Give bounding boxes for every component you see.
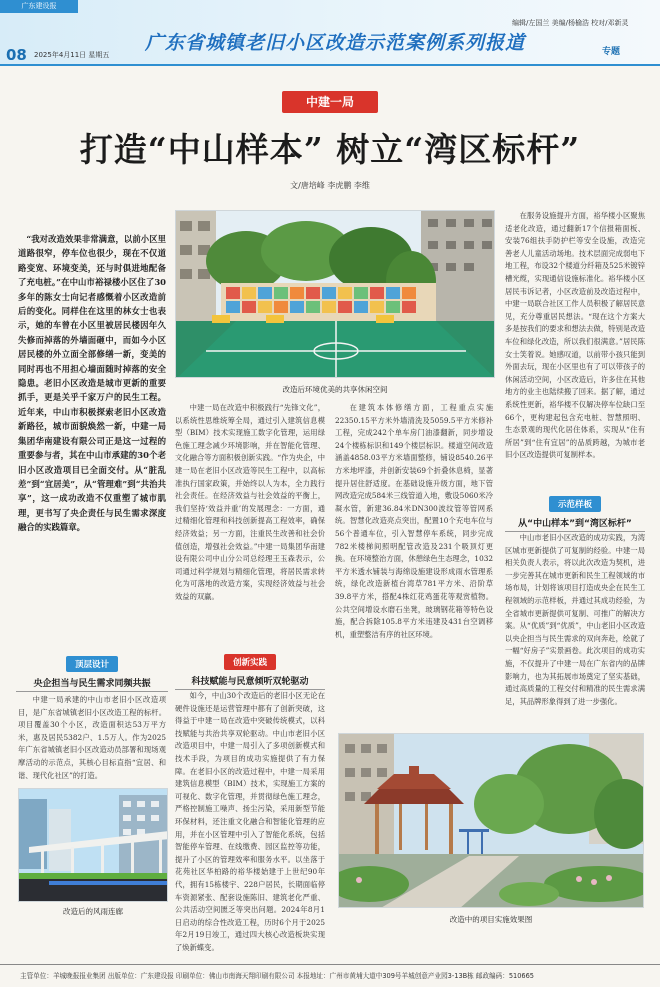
- section-title: 科技赋能与民意倾听双轮驱动: [175, 674, 325, 690]
- section-label: 专题: [602, 47, 621, 57]
- body-text-1: 中建一局承建的中山市老旧小区改造项目，是广东省城镇老旧小区改造工程的标杆。项目覆盖30个小区，改造面积达53万平方米，惠及居民5382户、1.5万人。作为2025年广东省城镇老旧小区改造动员部署和现场观摩活动的示范点，其核心目标直指“宜居、和谐、现代化社区”的打造。: [18, 695, 166, 780]
- body-text-4: 在建筑本体修缮方面，工程重点实施22350.15平方米外墙清洗及5059.5平方米修补工程，完成242个单车房门油漆翻新，同步增设24个楼栋标识和149个楼层标识。楼道空间改造涵盖4858.03平方米墙面整修，铺设8540.26平方米地坪漆，并创新安装69个折叠休息椅，显著提升居住舒适度。在基础设施升级方面，地下管网改造完成584米三线管道入地，敷设5060米冷凝水管，新建36.84米DN300波纹管等管网系统。智慧化改造亮点突出，配置10个充电车位与56个普通车位，引入智慧停车系统，同步完成782米楼梯间照明配管改造及231个吸顶灯更换。在环境整治方面，休憩绿色生态理念，1032平方米透水铺装与海绵设施建设形成雨水管理系统，绿化改造新植台湾草781平方米、沿阶草39.8平方米，搭配4株红花鸡蛋花等观赏植物。公共空间增设水磨石坐凳，玻璃钢花箱等特色设施，配合拆除105.8平方米违建及431台空调移机，重塑整洁有序的社区环境。: [335, 403, 493, 639]
- body-text-2: 中建一局在改造中积极践行“先锋文化”，以系统性思维统筹全局，通过引入建筑信息模型（BIM）技术实现施工数字化管理，运用绿色施工理念减少环境影响，并在智能化管理、文化融合等方面积极创新实践。“作为央企，中建一局在老旧小区改造等民生工程中，以高标准执行国家政策，并始终以人为本，全力践行社会责任。在经济效益与社会效益的平衡上，我们坚持‘效益并重’的发展理念：一方面，通过精细化管理和科技创新提高工程效率，确保经济效益；另一方面，注重民生改善和社会价值创造，增强社会效益。”中建一局集团华南建设有限公司中山分公司总经理王玉森表示，公司通过科学规划与精细化管理，将居民需求转化为可落地的改造方案，实现经济效益与社会效益的双赢。: [175, 403, 325, 601]
- page-title: 广东省城镇老旧小区改造示范案例系列报道: [145, 32, 526, 54]
- lead-paragraph: “我对改造效果非常满意，以前小区里道路很窄，停车位也很少，现在不仅道路变宽、环境变美，还与时俱进地配备了充电桩。”在中山市裕禄楼小区住了30多年的陈女士向记者感慨着小区改造前后的变化。同样住在这里的林女士也表示，她的车曾在小区里被居民楼因年久失修而掉落的外墙面砸中，而如今小区居民楼的外立面全部修缮一新，变美的同时再也不用担心墙面随时掉落的安全隐患。老旧小区改造是城市更新的重要抓手，更是关乎千家万户的民生工程。近年来，中山市积极探索老旧小区改造新路径，城市面貌焕然一新，中建一局集团华南建设有限公司正是这一过程的重要参与者，其在中山市承建的30个老旧小区改造项目已全面交付。从“脏乱差”到“宜居美”，从“管理难”到“共治共享”，这一成功改造不仅重塑了城市肌理，更书写了央企责任与民生需求深度融合的实践篇章。: [18, 234, 166, 533]
- org-badge: 中建一局: [282, 91, 378, 113]
- photo-caption-2: 改造后的风雨连廊: [63, 907, 123, 916]
- photo-caption-3: 改造中的项目实施效果图: [449, 915, 533, 924]
- section-tag: 顶层设计: [66, 656, 118, 672]
- corridor-photo: [18, 788, 168, 902]
- section-tag: 示范样板: [549, 496, 601, 512]
- page-number: 08: [6, 46, 27, 64]
- section-heading-1: [16, 652, 168, 692]
- page-footer: 主管单位：羊城晚报报业集团 出版单位：广东建设报 印刷单位：佛山市南海天翔印刷有限公司 本报地址：广州市黄埔大道中309号羊城创意产业园3-13B栋 邮政编码：510665: [0, 964, 660, 987]
- newspaper-tag: 广东建设报: [0, 0, 78, 13]
- header-divider: [0, 64, 660, 66]
- body-text-5: 在服务设施提升方面，裕华楼小区聚焦适老化改造，通过翻新17个信报箱面板、安装76组扶手防护栏等安全设施，改造完善老人儿童活动场地。技术层面完成弱电下地工程，布设32个楼道分纤箱及525米镀锌槽光缆，实现通信设施标准化。裕华楼小区居民韦诉记者，小区改造前及改造过程中，中建一局联合社区工作人员积极了解居民意见，充分尊重居民想法。“现在这个方案大多是按我们的要求和想法去做，特别是改造车位和绿化改造，所以我们很满意。”居民陈女士笑着说。她感叹道，以前带小孩只能到外面去玩，现在小区里也有了可以带孩子的休闲活动空间，小区改造后，许多住在其他地方的业主也陆续搬了回来。据了解，通过系统性更新，裕华楼不仅解决停车位缺口至66个，更构建起包含充电桩、智慧照明、生态景观的现代化居住体系，实现从“住有所居”到“住有宜居”的品质跨越，为城市老旧小区改造提供可复制样本。: [505, 211, 645, 460]
- body-text-6: 中山市老旧小区改造的成功实践，为湾区城市更新提供了可复制的经验。中建一局相关负责人表示，将以此次改造为契机，进一步完善其在城市更新和民生工程领域的市场布局，计划将该项目打造成央企在民生工程领域的示范样板，并通过其成功经验，为全省城市更新提供可复制、可推广的解决方案。从“优质”到“优质”，中山老旧小区改造以央企担当与民生需求的双向奔赴，绘就了一幅“好房子”实景画卷。此次项目的成功实施，不仅提升了中建一局在广东省内的品牌影响力，也为其拓展市场奠定了坚实基础，通过高质量的工程交付和精准的民生需求满足，其品牌形象得到了进一步强化。: [505, 533, 645, 706]
- pavilion-rendering: [338, 733, 644, 908]
- courtyard-illustration: [176, 211, 495, 378]
- article-byline: 文/唐培峰 李虎鹏 李维: [290, 181, 370, 190]
- corridor-illustration: [19, 789, 168, 902]
- pavilion-illustration: [339, 734, 644, 908]
- section-title: 央企担当与民生需求同频共振: [16, 676, 168, 692]
- body-text-3: 如今，中山30个改造后的老旧小区无论在硬件设施还是运营管理中都有了创新突破，这得益于中建一局在改造中突破传统模式，以科技赋能与共治共享双轮驱动。中山市老旧小区改造项目中，中建一局引入了多项创新模式和技术手段，为项目的成功实施提供了有力保障。在老旧小区的改造过程中，中建一局采用建筑信息模型（BIM）技术，实现施工方案的可视化、数字化管理，并贯彻绿色施工理念，严格控制施工噪声、扬尘污染，采用新型节能环保材料，还注重文化融合和智能化管理的应用，并在小区管理中引入了智能化系统，包括智能停车管理、在线缴费、园区监控等功能，提升了小区的管理效率和服务水平。以坐落于花苑社区华柏路的裕华楼始建于上世纪90年代，拥有15栋楼宇、228户居民，长期面临停车资源紧张、配套设施陈旧、建筑老化严重、公共活动空间匮乏等突出问题。2024年8月1日启动的综合性改造工程，历时6个月于2025年2月19日竣工，通过四大核心改造板块实现了焕新蝶变。: [175, 691, 325, 952]
- editor-credits: 编辑/左国兰 美编/杨榆浩 校对/邓新灵: [512, 19, 629, 27]
- article-headline: 打造“中山样本” 树立“湾区标杆”: [79, 130, 581, 169]
- section-heading-2: [175, 650, 325, 690]
- section-title: 从“中山样本”到“湾区标杆”: [505, 516, 645, 532]
- photo-caption-1: 改造后环境优美的共享休闲空间: [282, 385, 388, 394]
- issue-date: 2025年4月11日 星期五: [34, 51, 110, 59]
- section-heading-3: [505, 492, 645, 532]
- courtyard-photo: [175, 210, 495, 378]
- section-tag: 创新实践: [224, 654, 276, 670]
